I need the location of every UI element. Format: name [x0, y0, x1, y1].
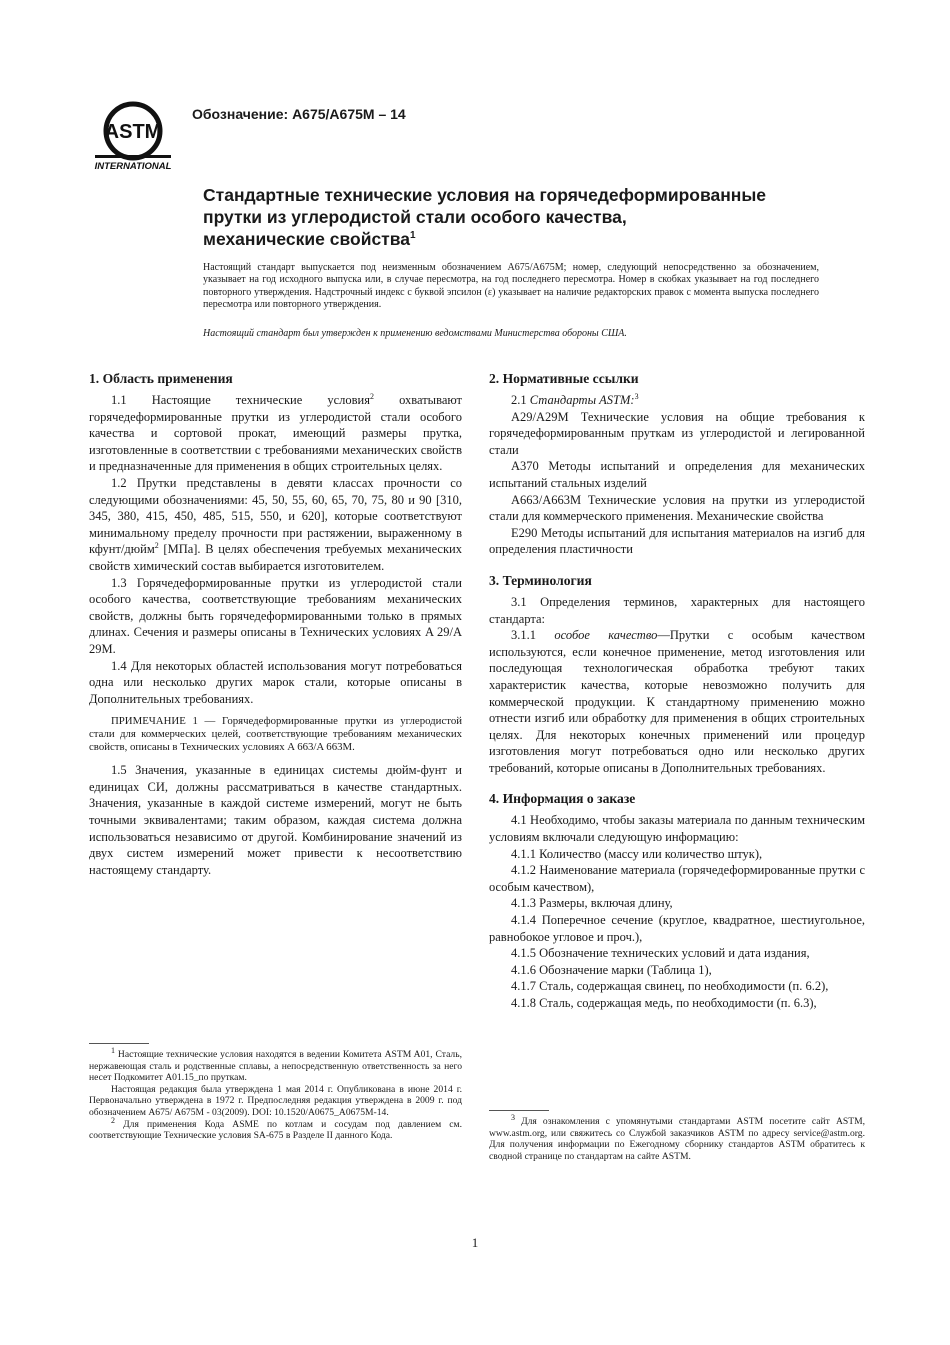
paragraph-2-1: 2.1 Стандарты ASTM:$^3$ — [511, 391, 639, 407]
list-item: 4.1.5 Обозначение технических условий и дата издания, — [511, 946, 810, 961]
paragraph-4-1: 4.1 Необходимо, чтобы заказы материала по данным техническим условиям включали следующую информацию: — [489, 813, 865, 845]
paragraph-1-3: 1.3 Горячедеформированные прутки из углеродистой стали особого качества, соответствующие требованиям механических свойств, должны быть горячедеформированными только в прямых длинах. Сечения и размеры описаны в Технических условиях A 29/A 29M. — [89, 575, 462, 656]
list-item: 4.1.2 Наименование материала (горячедеформированные прутки с особым качеством), — [489, 863, 865, 894]
reference-a370: A370 Методы испытаний и определения для механических испытаний стальных изделий — [489, 459, 865, 490]
list-item: 4.1.6 Обозначение марки (Таблица 1), — [511, 962, 712, 977]
footnotes-right — [489, 1110, 865, 1162]
section-heading-references: 2. Нормативные ссылки — [489, 371, 639, 386]
left-column — [89, 370, 462, 878]
intro-paragraph: Настоящий стандарт выпускается под неизменным обозначением A675/A675M; номер, следующий непосредственно за обозначением, указывает на год исходного выпуска или, в случае пересмотра, на год последнего пересмотра. Номер в скобках указывает на год последнего повторного утверждения. Надстрочный индекс с буквой эпсилон (ε) указывает на наличие редакторских правок с момента выпуска последнего пересмотра или повторного утверждения. — [203, 262, 819, 311]
logo-top-text: ASTM — [104, 121, 162, 143]
list-item: 4.1.1 Количество (массу или количество штук), — [511, 846, 763, 861]
section-heading-scope: 1. Область применения — [89, 371, 233, 386]
list-item: 4.1.3 Размеры, включая длину, — [511, 896, 673, 911]
paragraph-1-1: 1.1 Настоящие технические условия$^2$ охватывают горячедеформированные прутки из углеродистой стали особого качества и сортовой прокат, имеющий размеры прутка, изготовленные в соответствии с требованиями механических свойств и предназначенные для применения в общих строительных целях. — [89, 391, 463, 474]
reference-a29: A29/A29M Технические условия на общие требования к горячедеформированным пруткам из углеродистой и легированной стали — [489, 409, 865, 457]
reference-a663: A663/A663M Технические условия на прутки из углеродистой стали для коммерческого применения. Механические свойства — [489, 492, 865, 524]
right-column — [489, 370, 865, 1012]
list-item: 4.1.7 Сталь, содержащая свинец, по необходимости (п. 6.2), — [511, 979, 829, 994]
logo-bottom-text: INTERNATIONAL — [94, 161, 172, 172]
footnote-3: $^3$ Для ознакомления с упомянутыми стандартами ASTM посетите сайт ASTM, www.astm.org, или свяжитесь со Службой заказчиков ASTM по адресу service@astm.org. Для получения информации по Ежегодному сборнику стандартов ASTM обратитесь к сводной странице по стандартам на сайте ASTM. — [489, 1112, 865, 1162]
document-title: Стандартные технические условия на горячедеформированные прутки из углеродистой стали особого качества, механические свойства$^1$ — [203, 185, 767, 249]
paragraph-3-1-1: 3.1.1 особое качество—Прутки с особым качеством используются, если конечное применение, метод изготовления или последующая технологическая обработка требуют таких характеристик качества, которые невозможно получить для коммерческой продукции. К стандартному применению можно отнести изгиб или обработку для применения в общих строительных целях. Для некоторых конечных применений или процедур изготовления могут потребоваться одно или несколько других требований, которые описаны в Дополнительных требованиях. — [489, 628, 865, 775]
footnote-rule — [89, 1043, 149, 1044]
list-item: 4.1.8 Сталь, содержащая медь, по необходимости (п. 6.3), — [511, 996, 817, 1010]
footnote-1: $^1$ Настоящие технические условия находятся в ведении Комитета ASTM A01, Сталь, нержавеющая сталь и родственные сплавы, а непосредственную ответственность за него несет Подкомитет A01.15_по пруткам. — [89, 1045, 462, 1084]
paragraph-3-1: 3.1 Определения терминов, характерных для настоящего стандарта: — [489, 594, 865, 626]
footnote-2: $^2$ Для применения Кода ASME по котлам и сосудам под давлением см. соответствующие Технические условия SA-675 в Разделе II данного Кода. — [89, 1115, 462, 1142]
list-item: 4.1.4 Поперечное сечение (круглое, квадратное, шестиугольное, равнобокое угловое и проч.), — [489, 913, 865, 944]
reference-e290: E290 Методы испытаний для испытания материалов на изгиб для определения пластичности — [489, 525, 865, 557]
footnotes-left — [89, 1043, 462, 1142]
astm-logo — [93, 101, 173, 173]
approval-note: Настоящий стандарт был утвержден к применению ведомствами Министерства обороны США. — [203, 328, 627, 339]
footnote-rule — [489, 1110, 549, 1111]
paragraph-1-5: 1.5 Значения, указанные в единицах системы дюйм-фунт и единицах СИ, должны рассматриваться в качестве стандартных. Значения, указанные в каждой системе измерений, могут не быть точными эквивалентами; таким образом, каждая система должна использоваться независимо от другой. Комбинирование значений из двух систем измерений может привести к несоответствию настоящему стандарту. — [89, 763, 462, 877]
footnote-1-continued: Настоящая редакция была утверждена 1 мая 2014 г. Опубликована в июне 2014 г. Первоначально утверждена в 1972 г. Предпоследняя редакция утверждена в 2009 г. под обозначением A675/ A675M - 03(2009). DOI: 10.1520/A0675_A0675M-14. — [89, 1083, 462, 1118]
standard-designation: Обозначение: A675/A675M – 14 — [192, 106, 406, 122]
section-heading-ordering: 4. Информация о заказе — [489, 791, 636, 807]
paragraph-1-4: 1.4 Для некоторых областей использования могут потребоваться одна или несколько других марок стали, которые описаны в Дополнительных требованиях. — [89, 658, 462, 706]
note-1: ПРИМЕЧАНИЕ 1 — Горячедеформированные прутки из углеродистой стали для коммерческих целей, соответствующие требованиям механических свойств, описаны в Технических условиях A 663/A 663M. — [89, 715, 462, 754]
paragraph-1-2: 1.2 Прутки представлены в девяти классах прочности со следующими обозначениями: 45, 50, 55, 60, 65, 70, 75, 80 и 90 [310, 345, 380, 415, 450, 485, 515, 550, и 620], которые соответствуют минимальному пределу прочности при растяжении, выраженному в кфунт/дюйм$^2$ [МПа]. В целях обеспечения требуемых механических свойств химический состав выбирается изготовителем. — [89, 475, 462, 573]
page-number: 1 — [471, 1235, 479, 1250]
section-heading-terminology: 3. Терминология — [489, 572, 592, 588]
